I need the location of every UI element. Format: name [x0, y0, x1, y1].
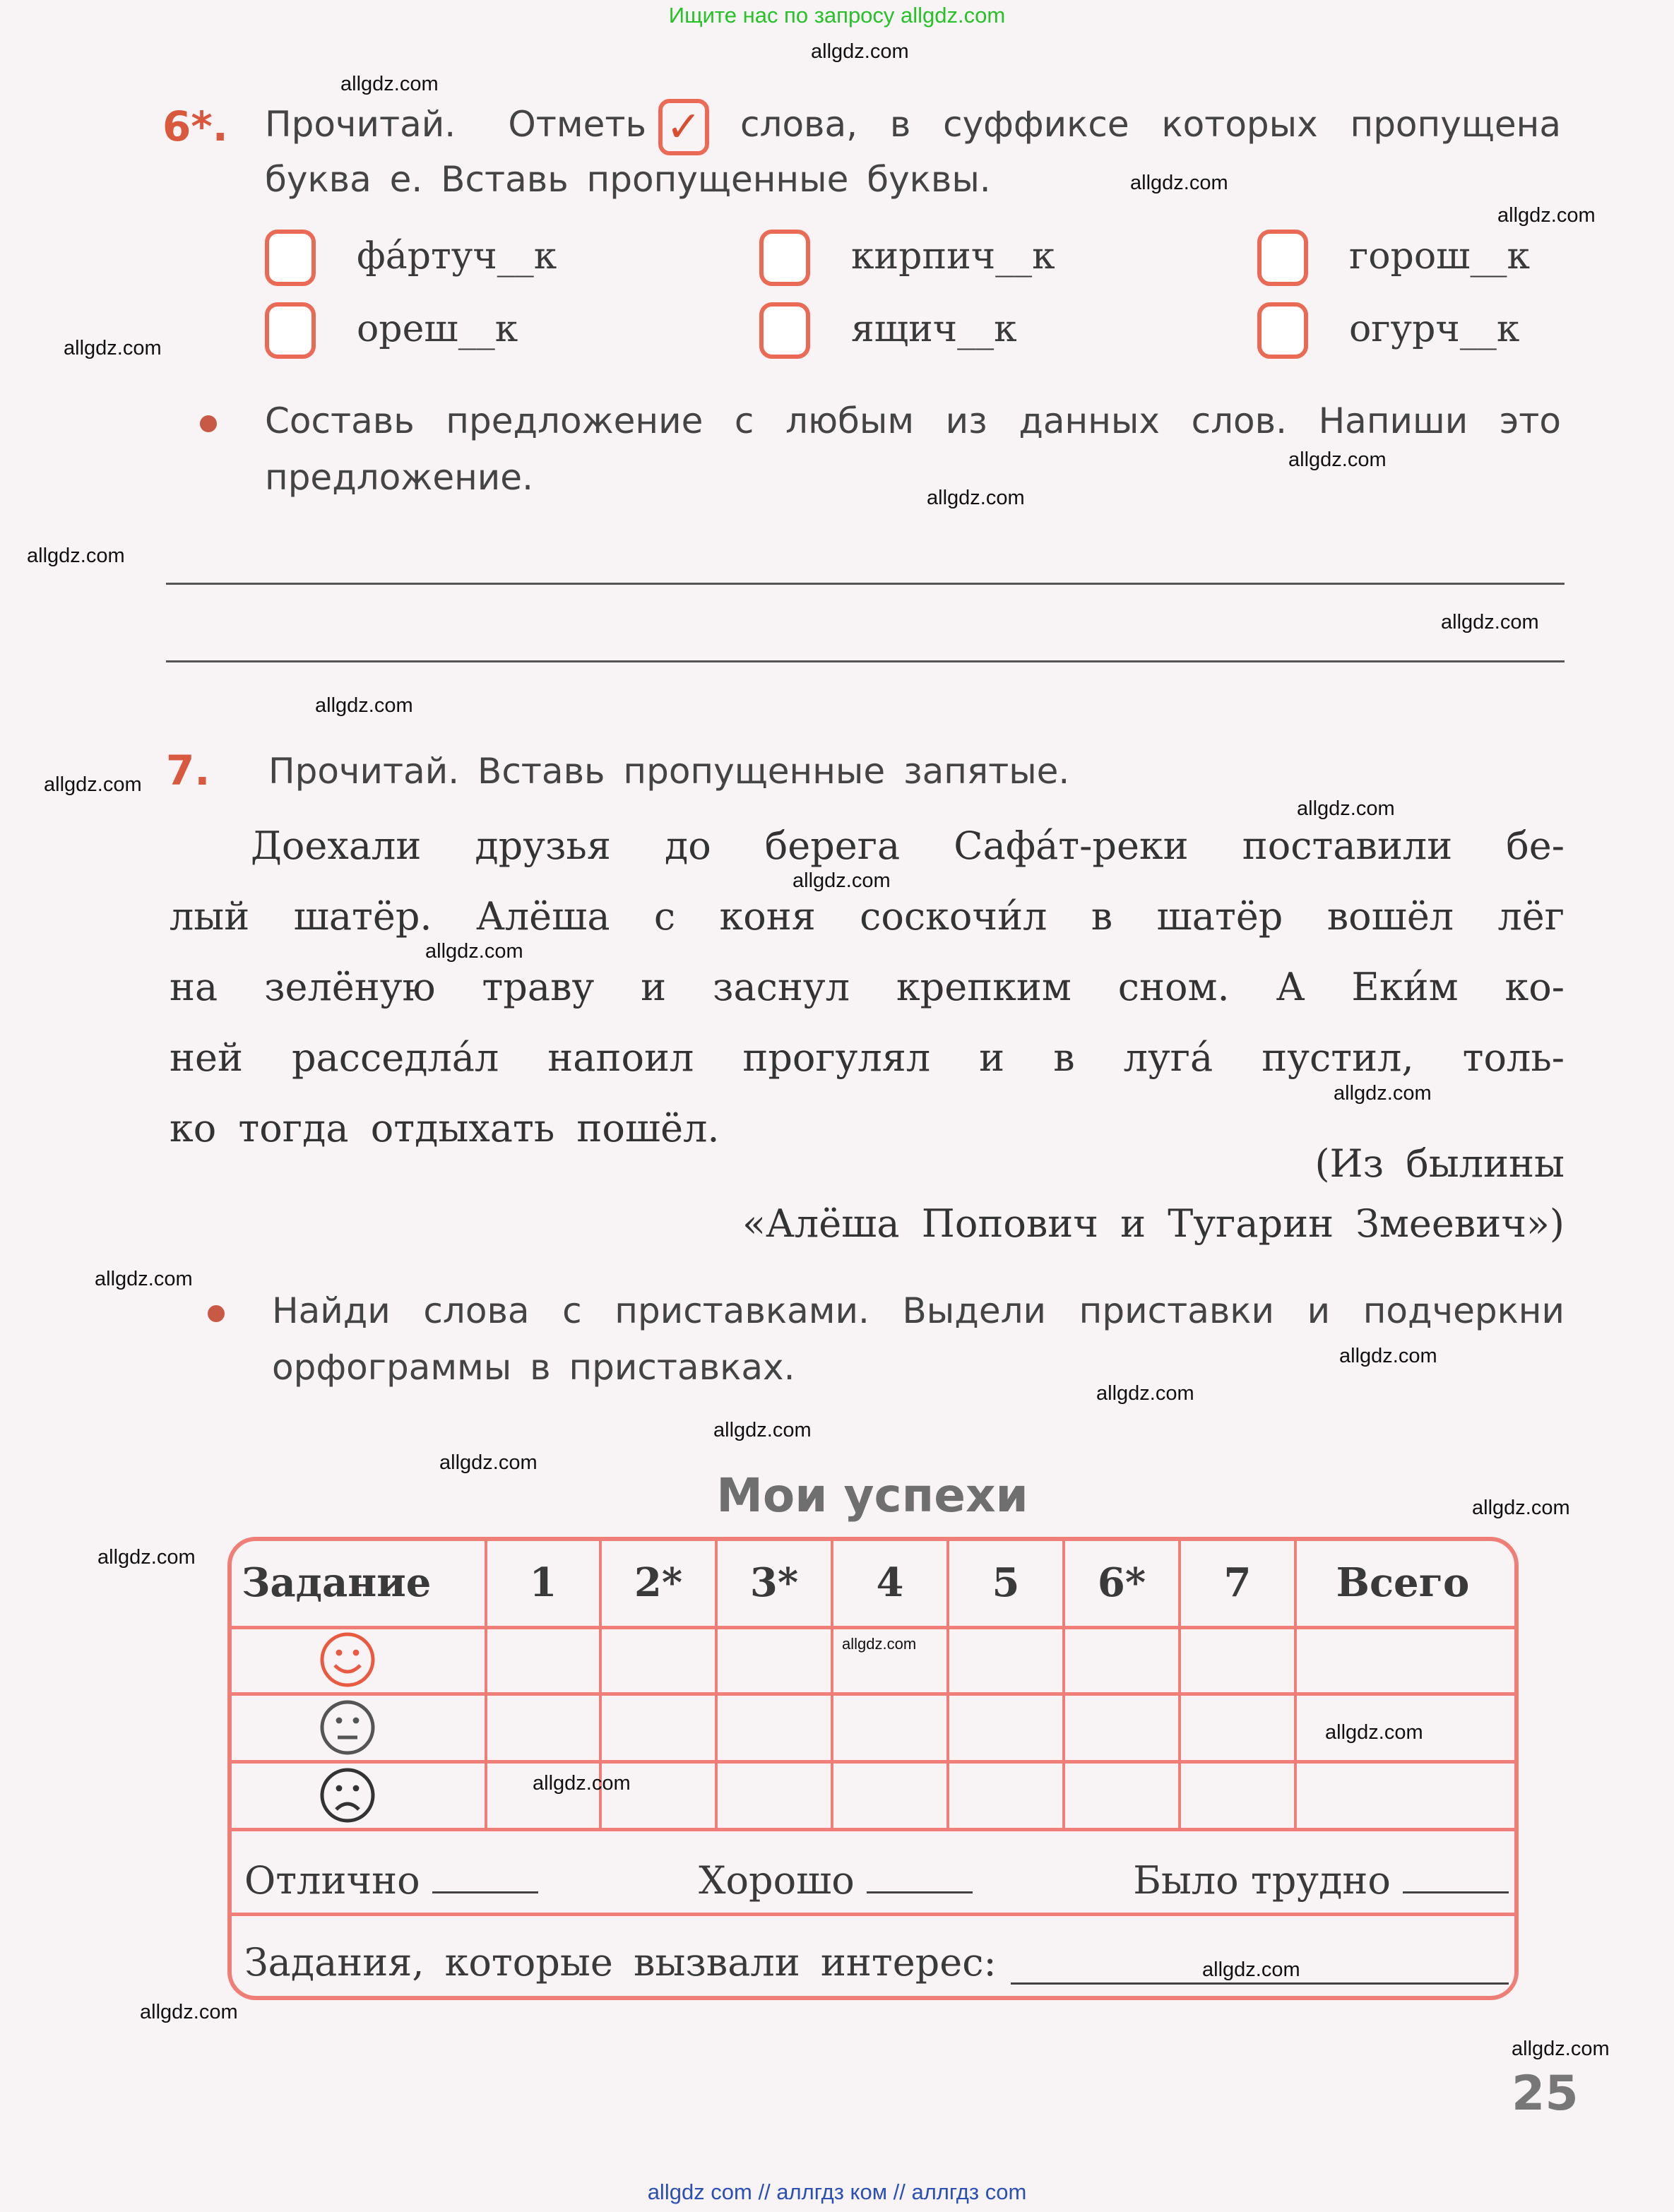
watermark[interactable]: allgdz.com — [927, 487, 1025, 509]
success-title: Мои успехи — [716, 1468, 1028, 1523]
word-checkbox[interactable] — [1257, 230, 1308, 286]
watermark[interactable]: allgdz.com — [1472, 1497, 1570, 1519]
page-number: 25 — [1512, 2066, 1579, 2122]
search-banner[interactable]: Ищите нас по запросу allgdz.com — [668, 3, 1006, 28]
poem-source: «Алёша Попович и Тугарин Змеевич») — [742, 1201, 1565, 1246]
watermark[interactable]: allgdz.com — [1297, 797, 1395, 820]
watermark[interactable]: allgdz.com — [44, 773, 142, 796]
poem-line: Доехали друзья до берега Сафа́т-реки поставили бе- — [251, 823, 1565, 868]
task6-number: 6*. — [162, 102, 228, 150]
watermark[interactable]: allgdz.com — [1339, 1345, 1437, 1367]
word-checkbox[interactable] — [759, 230, 810, 286]
grade-good: Хорошо — [699, 1858, 855, 1903]
word-checkbox[interactable] — [759, 302, 810, 359]
smile-face-icon — [319, 1631, 376, 1688]
divider — [227, 1913, 1519, 1916]
word-item: фа́ртуч__к — [357, 235, 557, 278]
grade-excellent: Отлично — [244, 1858, 420, 1903]
bullet-icon — [200, 415, 217, 432]
word-item: ящич__к — [851, 308, 1017, 350]
header-col: 6* — [1097, 1559, 1146, 1606]
watermark[interactable]: allgdz.com — [64, 337, 162, 359]
watermark[interactable]: allgdz.com — [27, 545, 125, 567]
watermark[interactable]: allgdz.com — [1325, 1721, 1423, 1744]
watermark[interactable]: allgdz.com — [713, 1419, 812, 1441]
header-col: 4 — [876, 1559, 904, 1606]
neutral-face-icon — [319, 1699, 376, 1756]
interest-row — [244, 1925, 1509, 1996]
watermark[interactable]: allgdz.com — [1334, 1082, 1432, 1105]
grade-hard: Было трудно — [1133, 1858, 1391, 1903]
word-item: ореш__к — [357, 308, 518, 350]
word-item: кирпич__к — [851, 235, 1055, 278]
watermark[interactable]: allgdz.com — [533, 1772, 631, 1795]
task6-text-b: слова, в суффиксе которых пропущена — [740, 104, 1561, 145]
success-grid — [227, 1537, 1519, 2000]
word-checkbox[interactable] — [1257, 302, 1308, 359]
header-col: 1 — [529, 1559, 557, 1606]
poem-source: (Из былины — [1314, 1141, 1565, 1186]
watermark[interactable]: allgdz.com — [1130, 172, 1228, 194]
word-checkbox[interactable] — [265, 302, 316, 359]
grade-hard-field[interactable] — [1403, 1891, 1509, 1893]
task6-bullet-text: Составь предложение с любым из данных слов. Напиши это — [265, 400, 1561, 441]
task6-bullet-text2: предложение. — [265, 457, 533, 498]
task7-number: 7. — [166, 747, 210, 795]
divider — [227, 1692, 1519, 1696]
header-col: 7 — [1223, 1559, 1252, 1606]
watermark[interactable]: allgdz.com — [1441, 611, 1539, 634]
check-icon: ✓ — [658, 99, 709, 155]
poem-line: ко тогда отдыхать пошёл. — [170, 1106, 720, 1150]
watermark[interactable]: allgdz.com — [842, 1635, 917, 1653]
watermark[interactable]: allgdz.com — [340, 73, 439, 95]
divider — [227, 1828, 1519, 1831]
word-item: горош__к — [1349, 235, 1530, 278]
interest-label: Задания, которые вызвали интерес: — [244, 1940, 997, 1985]
answer-line[interactable] — [166, 660, 1565, 662]
watermark[interactable]: allgdz.com — [811, 40, 909, 63]
footer-links[interactable]: allgdz com // аллгдз ком // аллгдз com — [647, 2180, 1027, 2204]
task7-instruction: Прочитай. Вставь пропущенные запятые. — [268, 751, 1070, 792]
header-col: Всего — [1336, 1559, 1470, 1606]
header-task: Задание — [242, 1559, 432, 1606]
watermark[interactable]: allgdz.com — [425, 940, 523, 963]
watermark[interactable]: allgdz.com — [1096, 1382, 1194, 1405]
divider — [227, 1760, 1519, 1764]
header-col: 5 — [992, 1559, 1020, 1606]
task6-text-a: Прочитай. Отметь — [265, 104, 646, 145]
watermark[interactable]: allgdz.com — [793, 869, 891, 892]
poem-line: на зелёную траву и заснул крепким сном. А Еки́м ко- — [170, 965, 1565, 1009]
watermark[interactable]: allgdz.com — [97, 1546, 196, 1569]
task7-bullet-text: Найди слова с приставками. Выдели приставки и подчеркни — [272, 1290, 1565, 1331]
poem-line: лый шатёр. Алёша с коня соскочи́л в шатёр вошёл лёг — [170, 894, 1565, 939]
header-col: 3* — [749, 1559, 799, 1606]
watermark[interactable]: allgdz.com — [1512, 2038, 1610, 2060]
task6-text-line2: буква е. Вставь пропущенные буквы. — [265, 159, 991, 200]
task7-bullet-text2: орфограммы в приставках. — [272, 1347, 795, 1388]
answer-line[interactable] — [166, 583, 1565, 585]
watermark[interactable]: allgdz.com — [1497, 204, 1596, 227]
word-checkbox[interactable] — [265, 230, 316, 286]
word-item: огурч__к — [1349, 308, 1520, 350]
watermark[interactable]: allgdz.com — [140, 2001, 238, 2023]
grade-good-field[interactable] — [867, 1891, 973, 1893]
watermark[interactable]: allgdz.com — [95, 1268, 193, 1290]
grade-excellent-field[interactable] — [432, 1891, 538, 1893]
sad-face-icon — [319, 1767, 376, 1824]
watermark[interactable]: allgdz.com — [439, 1451, 538, 1474]
watermark[interactable]: allgdz.com — [1288, 448, 1387, 471]
bullet-icon — [208, 1305, 225, 1322]
interest-field[interactable] — [1011, 1982, 1509, 1985]
watermark[interactable]: allgdz.com — [1202, 1958, 1300, 1981]
header-col: 2* — [634, 1559, 683, 1606]
grades-row — [244, 1841, 1509, 1911]
watermark[interactable]: allgdz.com — [315, 694, 413, 717]
poem-line: ней расседла́л напоил прогулял и в луга́ пустил, толь- — [170, 1035, 1565, 1080]
